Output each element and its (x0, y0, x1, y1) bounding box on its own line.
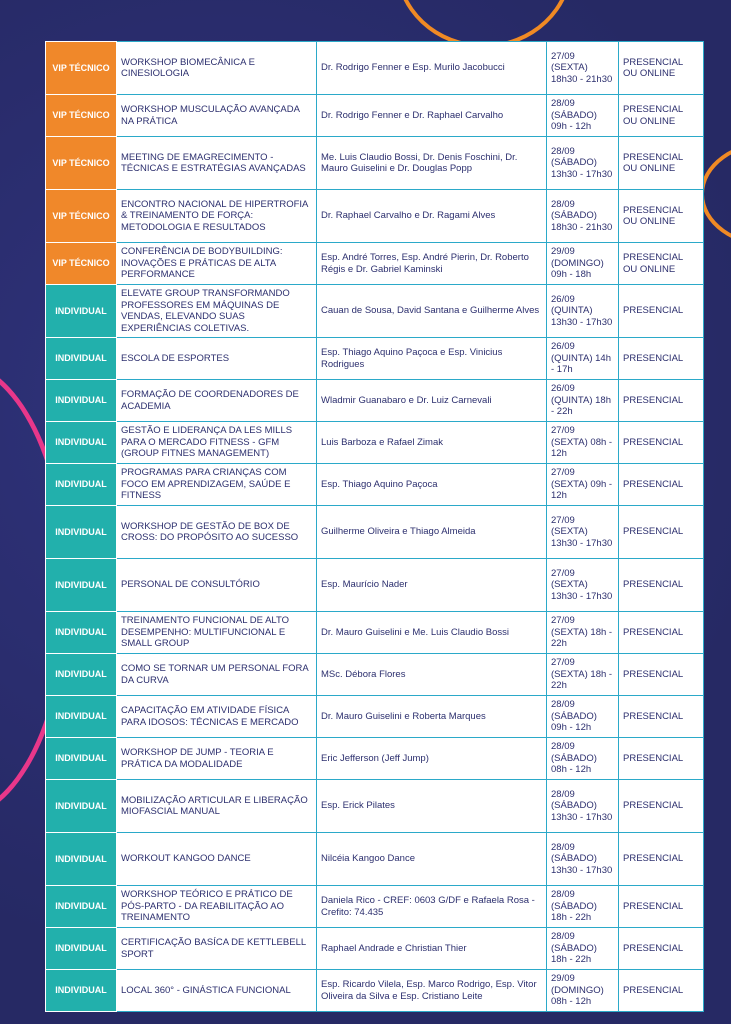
course-title: WORKSHOP TEÓRICO E PRÁTICO DE PÓS-PARTO - DA REABILITAÇÃO AO TREINAMENTO (117, 886, 317, 928)
date-time-cell: 28/09 (SÁBADO) 08h - 12h (547, 738, 619, 780)
category-badge: INDIVIDUAL (46, 833, 117, 886)
modality-cell: PRESENCIAL (619, 464, 704, 506)
table-row (46, 928, 704, 970)
table-row (46, 464, 704, 506)
category-badge: INDIVIDUAL (46, 654, 117, 696)
course-title: TREINAMENTO FUNCIONAL DE ALTO DESEMPENHO: MULTIFUNCIONAL E SMALL GROUP (117, 612, 317, 654)
course-title: COMO SE TORNAR UM PERSONAL FORA DA CURVA (117, 654, 317, 696)
speakers-cell: Dr. Mauro Guiselini e Roberta Marques (317, 696, 547, 738)
category-badge: VIP TÉCNICO (46, 42, 117, 95)
date-time-cell: 29/09 (DOMINGO) 09h - 18h (547, 243, 619, 285)
speakers-cell: MSc. Débora Flores (317, 654, 547, 696)
table-row (46, 970, 704, 1012)
date-time-cell: 27/09 (SEXTA) 09h - 12h (547, 464, 619, 506)
category-badge: INDIVIDUAL (46, 380, 117, 422)
date-time-cell: 29/09 (DOMINGO) 08h - 12h (547, 970, 619, 1012)
speakers-cell: Eric Jefferson (Jeff Jump) (317, 738, 547, 780)
category-badge: INDIVIDUAL (46, 422, 117, 464)
speakers-cell: Nilcéia Kangoo Dance (317, 833, 547, 886)
schedule-body (46, 42, 704, 1012)
modality-cell: PRESENCIAL OU ONLINE (619, 137, 704, 190)
table-row (46, 380, 704, 422)
date-time-cell: 27/09 (SEXTA) 18h30 - 21h30 (547, 42, 619, 95)
category-badge: INDIVIDUAL (46, 559, 117, 612)
modality-cell: PRESENCIAL (619, 780, 704, 833)
modality-cell: PRESENCIAL OU ONLINE (619, 95, 704, 137)
course-title: GESTÃO E LIDERANÇA DA LES MILLS PARA O MERCADO FITNESS - GFM (GROUP FITNES MANAGEMENT) (117, 422, 317, 464)
date-time-cell: 28/09 (SÁBADO) 13h30 - 17h30 (547, 833, 619, 886)
date-time-cell: 26/09 (QUINTA) 14h - 17h (547, 338, 619, 380)
speakers-cell: Me. Luis Claudio Bossi, Dr. Denis Foschini, Dr. Mauro Guiselini e Dr. Douglas Popp (317, 137, 547, 190)
category-badge: VIP TÉCNICO (46, 95, 117, 137)
date-time-cell: 28/09 (SÁBADO) 09h - 12h (547, 696, 619, 738)
table-row (46, 243, 704, 285)
modality-cell: PRESENCIAL (619, 422, 704, 464)
modality-cell: PRESENCIAL OU ONLINE (619, 42, 704, 95)
course-title: WORKSHOP DE GESTÃO DE BOX DE CROSS: DO PROPÓSITO AO SUCESSO (117, 506, 317, 559)
speakers-cell: Dr. Raphael Carvalho e Dr. Ragami Alves (317, 190, 547, 243)
date-time-cell: 27/09 (SEXTA) 18h - 22h (547, 612, 619, 654)
table-row (46, 696, 704, 738)
date-time-cell: 27/09 (SEXTA) 13h30 - 17h30 (547, 506, 619, 559)
table-row (46, 338, 704, 380)
speakers-cell: Esp. André Torres, Esp. André Pierin, Dr. Roberto Régis e Dr. Gabriel Kaminski (317, 243, 547, 285)
category-badge: INDIVIDUAL (46, 928, 117, 970)
table-row (46, 780, 704, 833)
speakers-cell: Raphael Andrade e Christian Thier (317, 928, 547, 970)
date-time-cell: 28/09 (SÁBADO) 18h30 - 21h30 (547, 190, 619, 243)
table-row (46, 612, 704, 654)
category-badge: INDIVIDUAL (46, 464, 117, 506)
table-row (46, 137, 704, 190)
date-time-cell: 27/09 (SEXTA) 13h30 - 17h30 (547, 559, 619, 612)
course-title: WORKSHOP DE JUMP - TEORIA E PRÁTICA DA MODALIDADE (117, 738, 317, 780)
category-badge: VIP TÉCNICO (46, 137, 117, 190)
course-title: WORKSHOP BIOMECÂNICA E CINESIOLOGIA (117, 42, 317, 95)
category-badge: INDIVIDUAL (46, 612, 117, 654)
course-title: LOCAL 360° - GINÁSTICA FUNCIONAL (117, 970, 317, 1012)
category-badge: INDIVIDUAL (46, 506, 117, 559)
speakers-cell: Esp. Ricardo Vilela, Esp. Marco Rodrigo, Esp. Vitor Oliveira da Silva e Esp. Cristiano Leite (317, 970, 547, 1012)
speakers-cell: Esp. Thiago Aquino Paçoca e Esp. Vinicius Rodrigues (317, 338, 547, 380)
speakers-cell: Dr. Mauro Guiselini e Me. Luis Claudio Bossi (317, 612, 547, 654)
modality-cell: PRESENCIAL OU ONLINE (619, 243, 704, 285)
modality-cell: PRESENCIAL (619, 285, 704, 338)
category-badge: INDIVIDUAL (46, 970, 117, 1012)
speakers-cell: Cauan de Sousa, David Santana e Guilherme Alves (317, 285, 547, 338)
date-time-cell: 28/09 (SÁBADO) 09h - 12h (547, 95, 619, 137)
category-badge: INDIVIDUAL (46, 886, 117, 928)
speakers-cell: Luis Barboza e Rafael Zimak (317, 422, 547, 464)
course-title: FORMAÇÃO DE COORDENADORES DE ACADEMIA (117, 380, 317, 422)
schedule-table (45, 41, 704, 1012)
course-title: ENCONTRO NACIONAL DE HIPERTROFIA & TREINAMENTO DE FORÇA: METODOLOGIA E RESULTADOS (117, 190, 317, 243)
category-badge: INDIVIDUAL (46, 780, 117, 833)
course-title: ELEVATE GROUP TRANSFORMANDO PROFESSORES EM MÁQUINAS DE VENDAS, ELEVANDO SUAS EXPERIÊNCIAS COLETIVAS. (117, 285, 317, 338)
date-time-cell: 27/09 (SEXTA) 18h - 22h (547, 654, 619, 696)
modality-cell: PRESENCIAL (619, 970, 704, 1012)
speakers-cell: Wladmir Guanabaro e Dr. Luiz Carnevali (317, 380, 547, 422)
category-badge: INDIVIDUAL (46, 285, 117, 338)
date-time-cell: 28/09 (SÁBADO) 18h - 22h (547, 886, 619, 928)
course-title: PERSONAL DE CONSULTÓRIO (117, 559, 317, 612)
category-badge: VIP TÉCNICO (46, 243, 117, 285)
modality-cell: PRESENCIAL OU ONLINE (619, 190, 704, 243)
modality-cell: PRESENCIAL (619, 654, 704, 696)
speakers-cell: Daniela Rico - CREF: 0603 G/DF e Rafaela Rosa - Crefito: 74.435 (317, 886, 547, 928)
table-row (46, 833, 704, 886)
table-row (46, 559, 704, 612)
speakers-cell: Dr. Rodrigo Fenner e Esp. Murilo Jacobucci (317, 42, 547, 95)
course-title: MOBILIZAÇÃO ARTICULAR E LIBERAÇÃO MIOFASCIAL MANUAL (117, 780, 317, 833)
modality-cell: PRESENCIAL (619, 886, 704, 928)
table-row (46, 886, 704, 928)
course-title: PROGRAMAS PARA CRIANÇAS COM FOCO EM APRENDIZAGEM, SAÚDE E FITNESS (117, 464, 317, 506)
course-title: ESCOLA DE ESPORTES (117, 338, 317, 380)
schedule-table-container (45, 41, 703, 1012)
date-time-cell: 28/09 (SÁBADO) 13h30 - 17h30 (547, 137, 619, 190)
category-badge: INDIVIDUAL (46, 338, 117, 380)
modality-cell: PRESENCIAL (619, 696, 704, 738)
table-row (46, 506, 704, 559)
modality-cell: PRESENCIAL (619, 338, 704, 380)
course-title: MEETING DE EMAGRECIMENTO - TÉCNICAS E ESTRATÉGIAS AVANÇADAS (117, 137, 317, 190)
category-badge: INDIVIDUAL (46, 696, 117, 738)
table-row (46, 654, 704, 696)
category-badge: INDIVIDUAL (46, 738, 117, 780)
course-title: CONFERÊNCIA DE BODYBUILDING: INOVAÇÕES E PRÁTICAS DE ALTA PERFORMANCE (117, 243, 317, 285)
speakers-cell: Esp. Thiago Aquino Paçoca (317, 464, 547, 506)
course-title: CERTIFICAÇÃO BASÍCA DE KETTLEBELL SPORT (117, 928, 317, 970)
modality-cell: PRESENCIAL (619, 833, 704, 886)
speakers-cell: Dr. Rodrigo Fenner e Dr. Raphael Carvalho (317, 95, 547, 137)
speakers-cell: Esp. Maurício Nader (317, 559, 547, 612)
date-time-cell: 26/09 (QUINTA) 13h30 - 17h30 (547, 285, 619, 338)
course-title: WORKSHOP MUSCULAÇÃO AVANÇADA NA PRÁTICA (117, 95, 317, 137)
table-row (46, 190, 704, 243)
modality-cell: PRESENCIAL (619, 380, 704, 422)
modality-cell: PRESENCIAL (619, 612, 704, 654)
modality-cell: PRESENCIAL (619, 506, 704, 559)
modality-cell: PRESENCIAL (619, 738, 704, 780)
date-time-cell: 26/09 (QUINTA) 18h - 22h (547, 380, 619, 422)
decorative-orange-arc-right (700, 140, 731, 248)
table-row (46, 42, 704, 95)
course-title: WORKOUT KANGOO DANCE (117, 833, 317, 886)
date-time-cell: 27/09 (SEXTA) 08h - 12h (547, 422, 619, 464)
table-row (46, 95, 704, 137)
table-row (46, 422, 704, 464)
category-badge: VIP TÉCNICO (46, 190, 117, 243)
modality-cell: PRESENCIAL (619, 928, 704, 970)
course-title: CAPACITAÇÃO EM ATIVIDADE FÍSICA PARA IDOSOS: TÉCNICAS E MERCADO (117, 696, 317, 738)
modality-cell: PRESENCIAL (619, 559, 704, 612)
speakers-cell: Guilherme Oliveira e Thiago Almeida (317, 506, 547, 559)
speakers-cell: Esp. Erick Pilates (317, 780, 547, 833)
date-time-cell: 28/09 (SÁBADO) 13h30 - 17h30 (547, 780, 619, 833)
date-time-cell: 28/09 (SÁBADO) 18h - 22h (547, 928, 619, 970)
table-row (46, 285, 704, 338)
table-row (46, 738, 704, 780)
